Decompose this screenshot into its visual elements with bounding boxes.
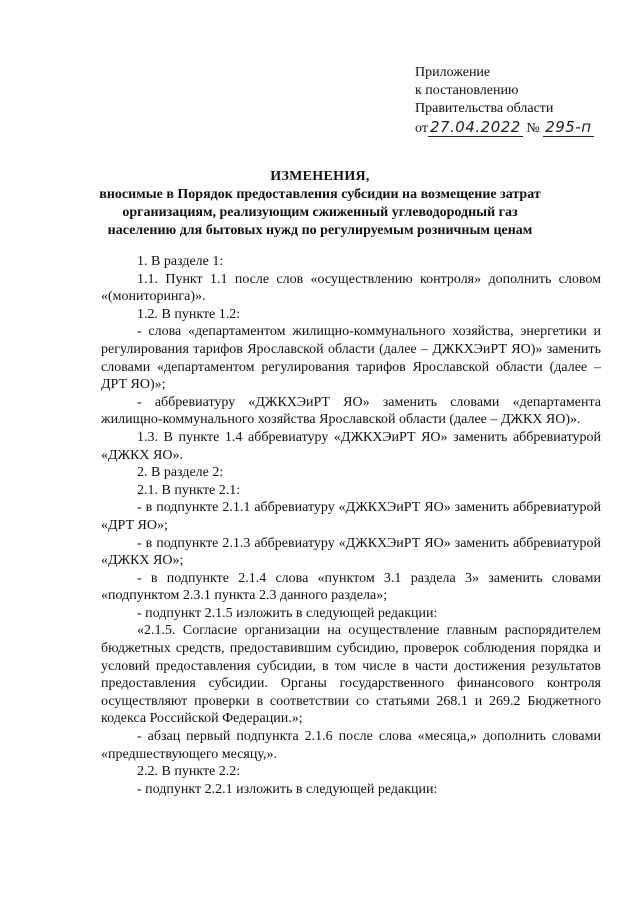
paragraph-1: 1. В разделе 1: [137, 254, 224, 269]
paragraph-2-1: 2.1. В пункте 2.1: [137, 482, 241, 498]
handwritten-number: 295-п [545, 118, 592, 136]
date-prefix: от [415, 121, 428, 136]
appendix-date-line [415, 118, 615, 138]
paragraph-2-1-3: - в подпункте 2.1.3 аббревиатуру «ДЖКХЭиРТ ЯО» заменить аббревиатурой «ДЖКХ ЯО»; [101, 535, 601, 569]
paragraph-1-3: 1.3. В пункте 1.4 аббревиатуру «ДЖКХЭиРТ ЯО» заменить аббревиатурой «ДЖКХ ЯО». [101, 429, 601, 463]
document-title [40, 168, 600, 240]
appendix-line-3: Правительства области [415, 101, 554, 116]
paragraph-1-2: 1.2. В пункте 1.2: [137, 306, 241, 322]
paragraph-2-1-5-text: «2.1.5. Согласие организации на осуществление главным распорядителем бюджетных средств, предоставившим субсидию, проверок соблюдения порядка и условий предоставления субсидии, в том числе в части достижения результатов предоставления субсидии. Органы государственного финансового контроля осуществляют проверки в соответствии со статьями 268.1 и 269.2 Бюджетного кодекса Российской Федерации.»; [101, 623, 601, 727]
paragraph-1-1: 1.1. Пункт 1.1 после слов «осуществлению контроля» дополнить словом «(мониторинга)». [101, 271, 601, 305]
title-line-1: вносимые в Порядок предоставления субсидии на возмещение затрат [99, 187, 541, 202]
paragraph-1-2-b: - аббревиатуру «ДЖКХЭиРТ ЯО» заменить словами «департамента жилищно-коммунального хозяйства Ярославской области (далее – ДЖКХ ЯО)». [101, 394, 601, 428]
paragraph-2-1-5-intro: - подпункт 2.1.5 изложить в следующей редакции: [137, 605, 438, 621]
paragraph-2-1-6: - абзац первый подпункта 2.1.6 после слова «месяца,» дополнить словами «предшествующего месяцу,». [101, 729, 601, 762]
paragraph-2-1-1: - в подпункте 2.1.1 аббревиатуру «ДЖКХЭиРТ ЯО» заменить аббревиатурой «ДРТ ЯО»; [101, 500, 601, 533]
appendix-block [415, 64, 615, 138]
title-main: ИЗМЕНЕНИЯ, [270, 169, 370, 184]
paragraph-1-2-a: - слова «департаментом жилищно-коммунального хозяйства, энергетики и регулирования тарифов Ярославской области (далее – ДЖКХЭиРТ ЯО)» заменить словами «департаментом регулирования тарифов Ярославской области (далее – ДРТ ЯО)»; [101, 324, 601, 393]
appendix-line-2: к постановлению [415, 83, 519, 98]
paragraph-2-2-1: - подпункт 2.2.1 изложить в следующей редакции: [137, 781, 438, 797]
handwritten-date: 27.04.2022 [429, 118, 521, 136]
document-body [101, 253, 601, 798]
paragraph-2: 2. В разделе 2: [137, 465, 224, 481]
paragraph-2-2: 2.2. В пункте 2.2: [137, 764, 241, 780]
title-line-3: населению для бытовых нужд по регулируемым розничным ценам [107, 223, 533, 238]
appendix-line-1: Приложение [415, 65, 491, 80]
paragraph-2-1-4: - в подпункте 2.1.4 слова «пунктом 3.1 раздела 3» заменить словами «подпунктом 2.3.1 пункта 2.3 данного раздела»; [101, 570, 601, 604]
number-sign: № [526, 121, 540, 136]
title-line-2: организациям, реализующим сжиженный углеводородный газ [122, 205, 518, 220]
